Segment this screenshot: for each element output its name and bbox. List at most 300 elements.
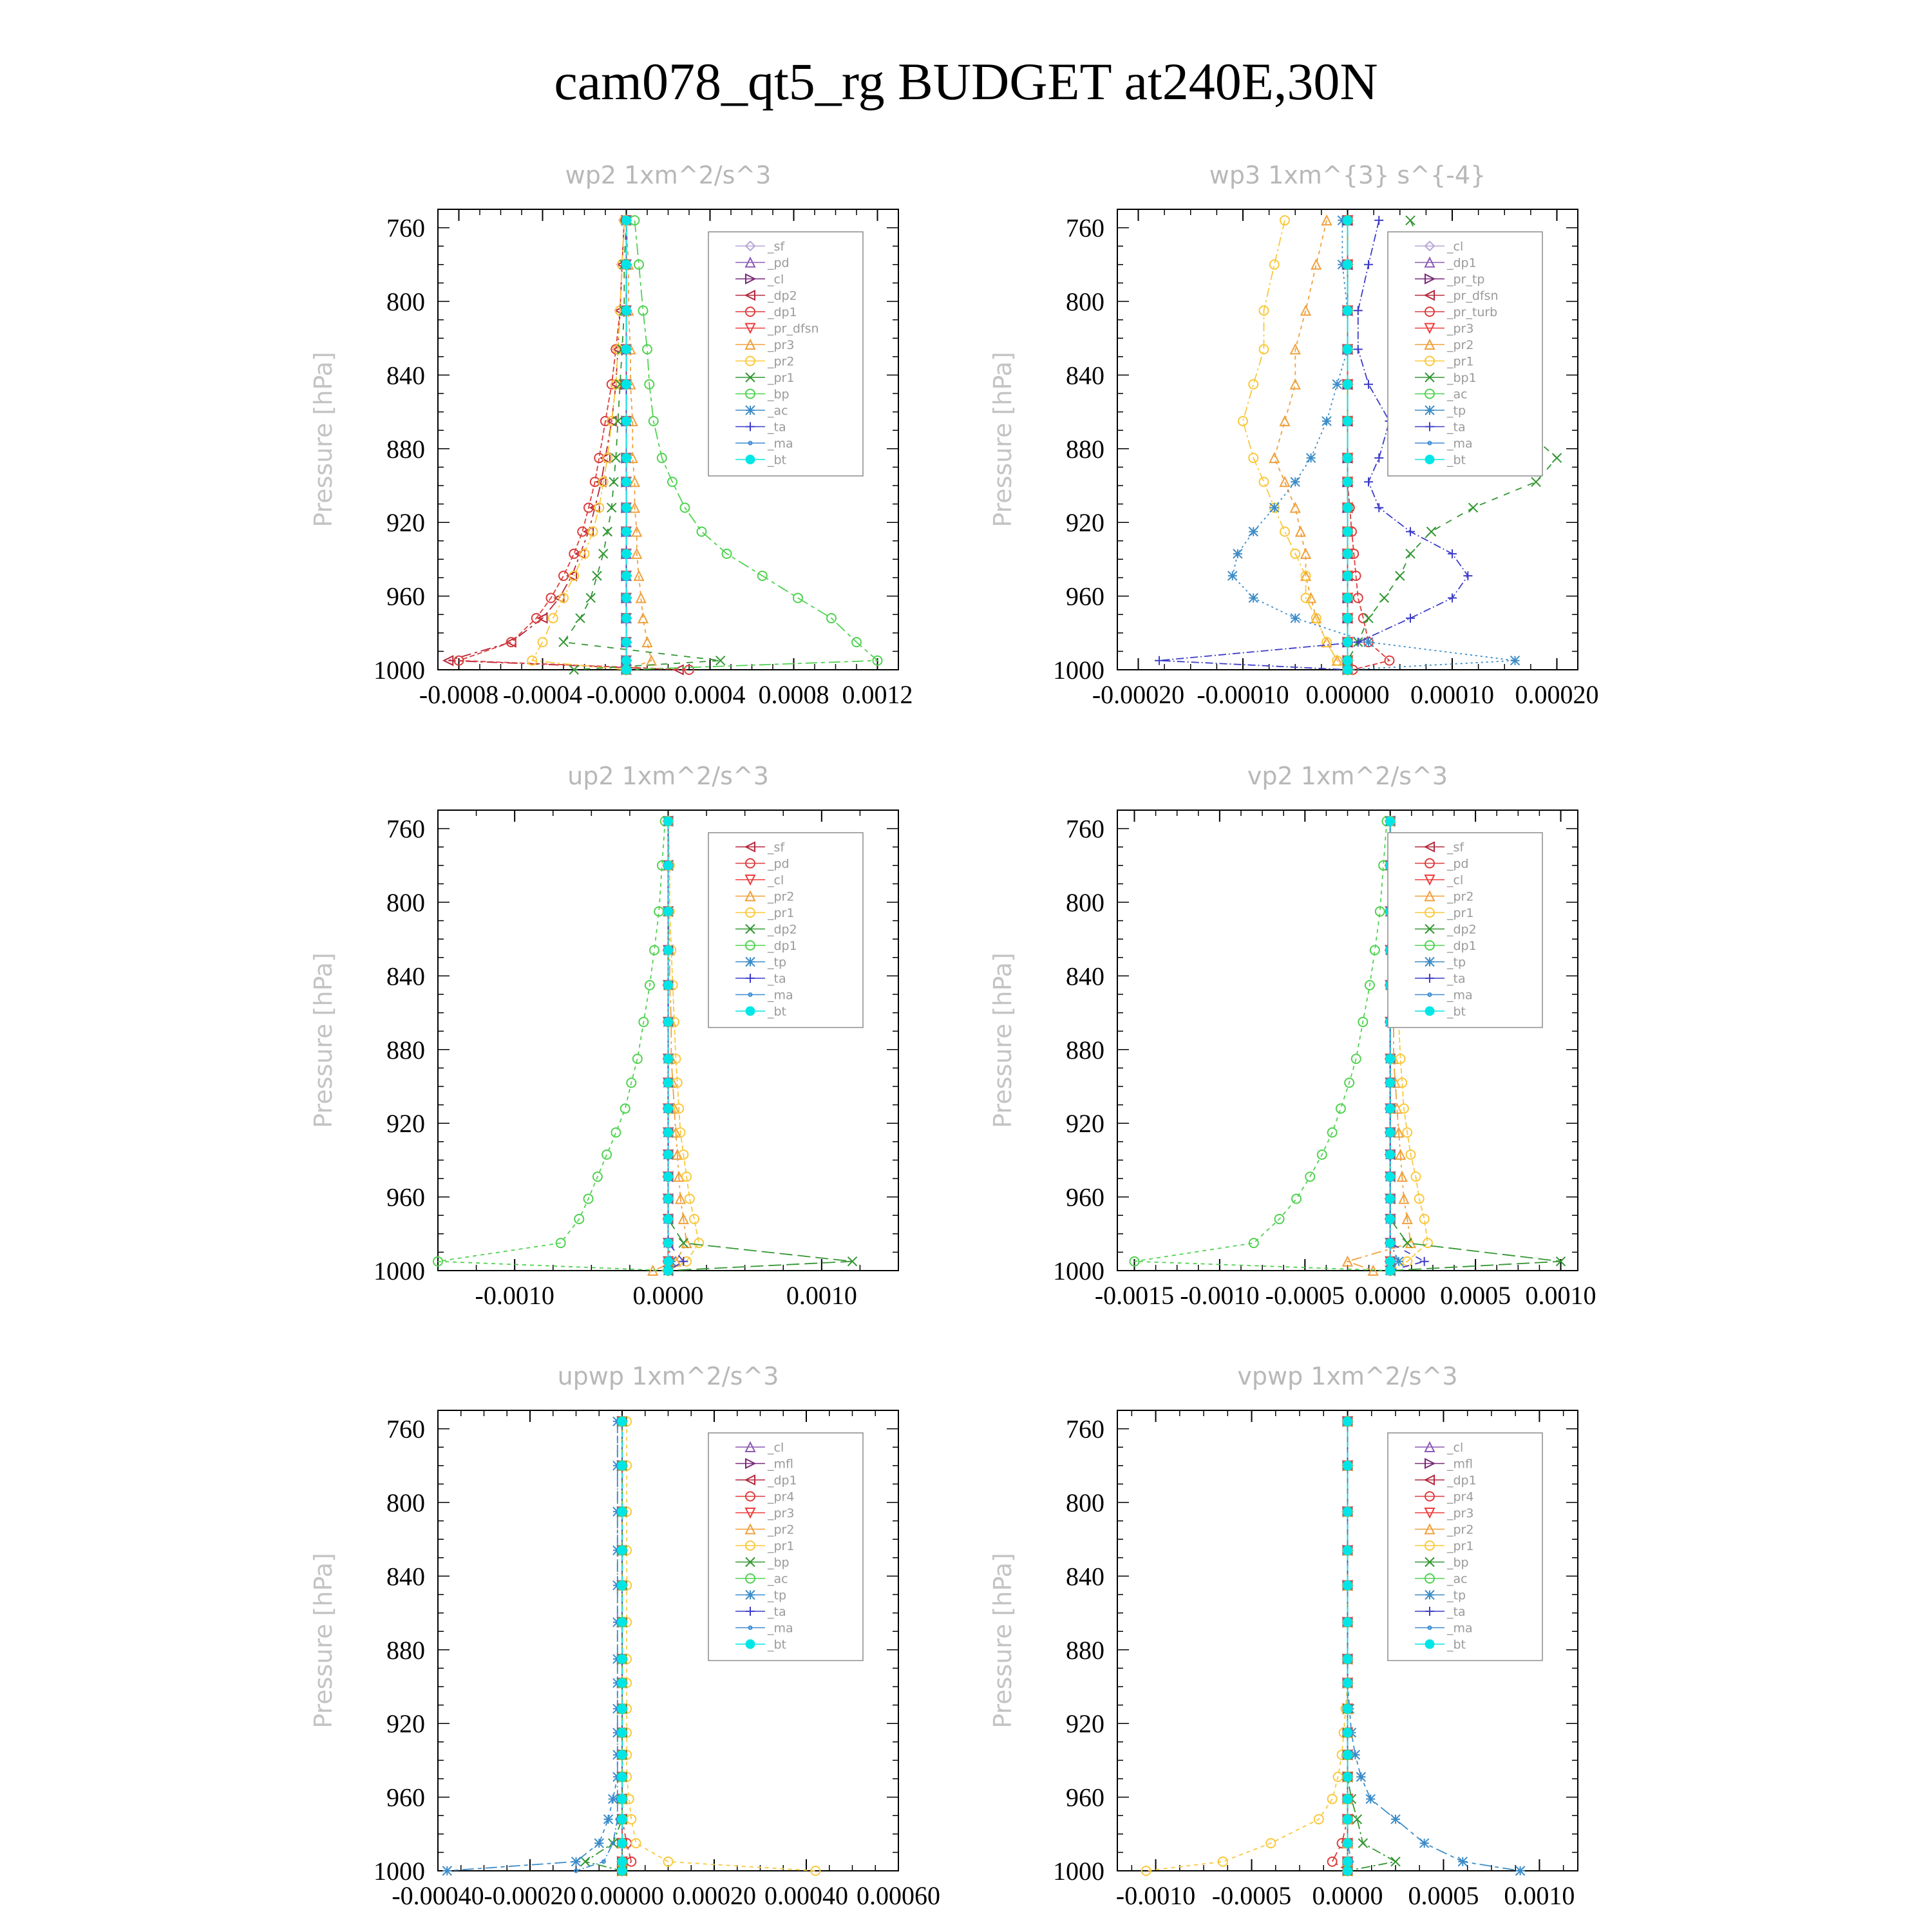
data-point <box>622 593 631 602</box>
x-tick-label: -0.0010 <box>475 1281 554 1310</box>
legend-label: _dp2 <box>1447 922 1477 937</box>
data-point <box>622 527 631 536</box>
x-tick-label: -0.0015 <box>1094 1281 1175 1310</box>
data-point <box>1296 527 1305 536</box>
legend-label: _pr1 <box>768 906 795 920</box>
chart-title: vpwp 1xm^2/s^3 <box>1237 1362 1458 1390</box>
data-point <box>1386 1150 1395 1159</box>
data-point <box>1343 1546 1352 1555</box>
legend-label: _ma <box>1447 437 1473 451</box>
legend-label: _ta <box>768 1605 786 1619</box>
legend-label: _pr2 <box>768 1522 795 1537</box>
data-point <box>1155 656 1164 665</box>
x-tick-label: 0.00000 <box>1305 680 1390 709</box>
y-axis-label: Pressure [hPa] <box>309 1553 337 1728</box>
data-point <box>1396 571 1405 580</box>
data-point <box>1343 477 1352 486</box>
legend-label: _bt <box>1447 1005 1466 1019</box>
data-point <box>576 614 585 623</box>
x-tick-label: -0.0010 <box>1115 1881 1196 1910</box>
data-point <box>622 638 631 647</box>
legend-marker <box>1425 958 1434 967</box>
data-point <box>1343 571 1352 580</box>
data-point <box>1420 1839 1429 1848</box>
data-point <box>1307 453 1316 462</box>
data-point <box>1364 614 1373 623</box>
chart-panel <box>989 762 1596 1310</box>
data-point <box>1249 380 1258 389</box>
chart-panel <box>989 161 1599 709</box>
x-tick-label: -0.0005 <box>1211 1881 1292 1910</box>
legend-marker <box>746 958 755 967</box>
x-tick-label: -0.00040 <box>392 1881 484 1910</box>
data-point <box>618 1507 627 1516</box>
legend-label: _cl <box>1447 873 1464 887</box>
data-point <box>1238 417 1247 426</box>
legend-label: _bt <box>1447 453 1466 468</box>
legend-label: _pd <box>768 256 790 270</box>
data-point <box>664 1215 673 1224</box>
data-point <box>1291 614 1300 623</box>
chart-title: wp3 1xm^{3} s^{-4} <box>1209 161 1486 189</box>
data-point <box>1322 216 1331 225</box>
data-point <box>618 1581 627 1590</box>
data-point <box>622 656 631 665</box>
series-line <box>438 821 668 1271</box>
legend-label: _ma <box>768 1621 793 1636</box>
data-point <box>618 1866 627 1875</box>
legend-label: _bp1 <box>1447 371 1477 385</box>
x-tick-label: -0.0004 <box>502 680 583 709</box>
y-tick-label: 760 <box>1066 213 1104 243</box>
legend-marker <box>1425 1007 1434 1016</box>
y-tick-label: 960 <box>1066 1182 1104 1212</box>
data-point <box>1374 453 1383 462</box>
data-point <box>1343 593 1352 602</box>
data-point <box>1511 656 1520 665</box>
data-point <box>618 1839 627 1848</box>
legend-label: _ta <box>1447 972 1466 986</box>
legend-label: _cl <box>768 873 784 887</box>
legend-label: _cl <box>768 272 784 287</box>
data-point <box>664 981 673 990</box>
y-tick-label: 800 <box>1066 287 1104 316</box>
data-point <box>1386 817 1395 826</box>
data-point <box>1302 306 1311 315</box>
data-point <box>594 1839 603 1848</box>
data-point <box>664 1104 673 1113</box>
series-line <box>447 1421 618 1871</box>
data-point <box>1270 260 1279 269</box>
data-point <box>622 306 631 315</box>
x-tick-label: 0.00020 <box>1515 680 1599 709</box>
data-point <box>1249 527 1258 536</box>
data-point <box>559 638 568 647</box>
data-point <box>1292 1194 1301 1203</box>
data-point <box>1343 306 1352 315</box>
x-tick-label: 0.0010 <box>786 1281 857 1310</box>
y-tick-label: 1000 <box>1053 1256 1104 1285</box>
y-tick-label: 840 <box>386 361 425 390</box>
data-point <box>618 1857 627 1866</box>
legend-label: _pr1 <box>1447 1539 1474 1553</box>
y-tick-label: 880 <box>1066 1035 1104 1065</box>
legend-label: _pr2 <box>1447 1522 1474 1537</box>
data-point <box>664 1257 673 1266</box>
data-point <box>1343 549 1352 558</box>
y-tick-label: 760 <box>386 213 425 243</box>
legend-label: _ta <box>768 420 786 435</box>
legend-label: _tp <box>1447 955 1466 970</box>
data-point <box>572 1857 581 1866</box>
data-point <box>1354 306 1363 315</box>
y-tick-label: 920 <box>386 1109 425 1139</box>
legend-label: _pr_dfsn <box>1447 289 1499 303</box>
data-point <box>1280 527 1289 536</box>
legend-label: _pr2 <box>768 354 795 369</box>
data-point <box>1343 345 1352 354</box>
data-point <box>1364 477 1373 486</box>
data-point <box>1364 380 1373 389</box>
y-tick-label: 880 <box>1066 434 1104 464</box>
series-line <box>576 1421 618 1871</box>
y-tick-label: 1000 <box>374 1256 425 1285</box>
legend-marker <box>1425 455 1434 464</box>
legend-label: _ma <box>768 988 793 1003</box>
data-point <box>1343 1815 1352 1824</box>
legend-label: _bp <box>1447 1555 1469 1570</box>
data-point <box>1343 1750 1352 1759</box>
data-point <box>1343 1794 1352 1803</box>
data-point <box>1343 380 1352 389</box>
legend-label: _tp <box>768 1588 787 1603</box>
x-tick-label: -0.0000 <box>586 680 667 709</box>
y-axis-label: Pressure [hPa] <box>309 352 337 527</box>
legend-label: _dp2 <box>768 922 797 937</box>
data-point <box>664 1054 673 1063</box>
data-point <box>618 1461 627 1470</box>
y-tick-label: 1000 <box>374 656 425 685</box>
y-tick-label: 1000 <box>1053 1857 1104 1886</box>
legend-label: _ta <box>768 972 786 986</box>
x-tick-label: 0.0000 <box>1354 1281 1426 1310</box>
chart-panel <box>309 161 913 709</box>
data-point <box>664 861 673 870</box>
legend-label: _bt <box>1447 1638 1466 1652</box>
data-point <box>664 1150 673 1159</box>
y-tick-label: 800 <box>386 1488 425 1517</box>
data-point <box>1291 503 1300 512</box>
x-tick-label: -0.0008 <box>419 680 499 709</box>
data-point <box>1406 527 1415 536</box>
chart-title: wp2 1xm^2/s^3 <box>565 161 772 189</box>
y-axis-label: Pressure [hPa] <box>309 952 337 1128</box>
data-point <box>622 571 631 580</box>
x-tick-label: 0.0000 <box>632 1281 704 1310</box>
data-point <box>618 1794 627 1803</box>
x-tick-label: 0.0012 <box>842 680 913 709</box>
data-point <box>1386 1194 1395 1203</box>
legend-marker <box>1425 406 1434 415</box>
data-point <box>1463 571 1472 580</box>
data-point <box>1343 260 1352 269</box>
legend-label: _dp1 <box>768 939 797 953</box>
legend-label: _pr4 <box>1447 1490 1474 1504</box>
series-line <box>1243 220 1348 670</box>
x-tick-label: 0.00000 <box>580 1881 664 1910</box>
data-point <box>1386 1238 1395 1247</box>
data-point <box>1343 1839 1352 1848</box>
data-point <box>664 1018 673 1027</box>
legend-label: _ma <box>1447 988 1473 1003</box>
data-point <box>1343 216 1352 225</box>
chart-panel <box>309 762 898 1310</box>
legend-label: _tp <box>768 955 787 970</box>
data-point <box>1343 656 1352 665</box>
chart-panel <box>309 1362 940 1910</box>
data-point <box>639 614 648 623</box>
x-tick-label: 0.0005 <box>1408 1881 1479 1910</box>
legend-label: _cl <box>1447 1441 1464 1455</box>
data-point <box>1343 1866 1352 1875</box>
y-tick-label: 800 <box>386 888 425 917</box>
y-tick-label: 920 <box>386 508 425 538</box>
y-tick-label: 760 <box>1066 1414 1104 1444</box>
y-tick-label: 960 <box>386 1783 425 1812</box>
y-axis-label: Pressure [hPa] <box>989 352 1017 527</box>
data-point <box>1270 503 1279 512</box>
data-point <box>1343 503 1352 512</box>
legend-label: _cl <box>768 1441 784 1455</box>
y-tick-label: 920 <box>1066 1709 1104 1739</box>
data-point <box>1374 216 1383 225</box>
y-tick-label: 840 <box>1066 1562 1104 1591</box>
data-point <box>1386 1172 1395 1181</box>
data-point <box>1448 549 1457 558</box>
legend-label: _pr3 <box>1447 321 1474 336</box>
legend-label: _pr2 <box>768 889 795 904</box>
data-point <box>1469 503 1478 512</box>
data-point <box>621 1104 630 1113</box>
data-point <box>1291 477 1300 486</box>
chart-title: vp2 1xm^2/s^3 <box>1247 762 1448 790</box>
data-point <box>622 453 631 462</box>
data-point <box>1312 260 1321 269</box>
data-point <box>1374 503 1383 512</box>
legend-label: _pr1 <box>768 371 795 385</box>
data-point <box>1391 1857 1400 1866</box>
legend-label: _ma <box>1447 1621 1473 1636</box>
legend-label: _mfl <box>768 1457 793 1472</box>
data-point <box>679 1238 688 1247</box>
data-point <box>633 1054 642 1063</box>
data-point <box>1391 1815 1400 1824</box>
x-tick-label: -0.00010 <box>1197 680 1289 709</box>
data-point <box>1386 1128 1395 1137</box>
y-tick-label: 800 <box>386 287 425 316</box>
data-point <box>618 1750 627 1759</box>
data-point <box>1332 380 1341 389</box>
data-point <box>664 1266 673 1275</box>
legend-label: _pr3 <box>768 338 795 352</box>
data-point <box>1343 638 1352 647</box>
y-tick-label: 840 <box>1066 361 1104 390</box>
legend-label: _dp1 <box>1447 256 1477 270</box>
legend-marker <box>746 406 755 415</box>
data-point <box>618 1678 627 1687</box>
legend-label: _pr_turb <box>1447 305 1498 319</box>
x-tick-label: 0.00020 <box>672 1881 756 1910</box>
legend-marker <box>1425 1591 1434 1600</box>
data-point <box>697 527 706 536</box>
x-tick-label: -0.0005 <box>1265 1281 1345 1310</box>
y-tick-label: 960 <box>386 1182 425 1212</box>
data-point <box>618 1654 627 1663</box>
legend-label: _bt <box>768 453 787 468</box>
data-point <box>664 1172 673 1181</box>
y-tick-label: 800 <box>1066 1488 1104 1517</box>
data-point <box>664 1194 673 1203</box>
y-tick-label: 840 <box>386 961 425 991</box>
legend-label: _tp <box>1447 404 1466 418</box>
data-point <box>1406 549 1415 558</box>
legend-label: _ta <box>1447 1605 1466 1619</box>
data-point <box>1386 1215 1395 1224</box>
data-point <box>622 614 631 623</box>
legend-label: _dp1 <box>768 305 797 319</box>
data-point <box>1343 1581 1352 1590</box>
y-tick-label: 1000 <box>374 1857 425 1886</box>
data-point <box>1394 1257 1403 1266</box>
y-tick-label: 960 <box>1066 1783 1104 1812</box>
data-point <box>664 907 673 916</box>
data-point <box>1356 1772 1365 1781</box>
x-tick-label: -0.00020 <box>484 1881 576 1910</box>
data-point <box>1458 1857 1467 1866</box>
data-point <box>1531 477 1540 486</box>
data-point <box>622 549 631 558</box>
series-line <box>532 220 626 670</box>
chart-title: up2 1xm^2/s^3 <box>567 762 769 790</box>
y-tick-label: 840 <box>1066 961 1104 991</box>
data-point <box>1328 1857 1337 1866</box>
data-point <box>1553 453 1562 462</box>
y-tick-label: 760 <box>1066 814 1104 844</box>
data-point <box>1406 216 1415 225</box>
legend-label: _cl <box>1447 240 1464 254</box>
y-tick-label: 840 <box>386 1562 425 1591</box>
series-line <box>1135 821 1390 1271</box>
legend-label: _bp <box>768 387 790 402</box>
data-point <box>1343 453 1352 462</box>
y-tick-label: 880 <box>1066 1635 1104 1665</box>
data-point <box>618 1546 627 1555</box>
y-tick-label: 960 <box>386 582 425 611</box>
legend-label: _ac <box>768 404 788 418</box>
data-point <box>1233 549 1242 558</box>
legend-label: _mfl <box>1447 1457 1473 1472</box>
data-point <box>622 417 631 426</box>
data-point <box>1343 1678 1352 1687</box>
data-point <box>622 345 631 354</box>
data-point <box>1343 1704 1352 1713</box>
data-point <box>1343 665 1352 674</box>
legend-label: _bt <box>768 1638 787 1652</box>
chart-title: upwp 1xm^2/s^3 <box>557 1362 779 1390</box>
series-line <box>1146 1421 1348 1871</box>
legend-label: _bp <box>768 1555 790 1570</box>
legend-label: _dp1 <box>1447 1473 1477 1488</box>
legend-label: _dp1 <box>768 1473 797 1488</box>
data-point <box>1343 1772 1352 1781</box>
data-point <box>1343 1654 1352 1663</box>
data-point <box>1427 527 1436 536</box>
series-line <box>1348 220 1390 670</box>
data-point <box>1343 417 1352 426</box>
data-point <box>1249 593 1258 602</box>
data-point <box>622 380 631 389</box>
data-point <box>1343 527 1352 536</box>
data-point <box>1228 571 1237 580</box>
data-point <box>599 549 608 558</box>
y-tick-label: 760 <box>386 1414 425 1444</box>
data-point <box>1343 614 1352 623</box>
legend-label: _pr3 <box>768 1506 795 1520</box>
data-point <box>622 477 631 486</box>
data-point <box>1280 417 1289 426</box>
data-point <box>1336 1104 1345 1113</box>
legend-label: _sf <box>768 840 785 855</box>
y-tick-label: 920 <box>1066 1109 1104 1139</box>
data-point <box>1516 1866 1525 1875</box>
x-tick-label: 0.0004 <box>674 680 746 709</box>
legend-label: _sf <box>768 240 785 254</box>
y-tick-label: 880 <box>386 1635 425 1665</box>
x-tick-label: -0.0010 <box>1180 1281 1260 1310</box>
y-tick-label: 880 <box>386 434 425 464</box>
data-point <box>1364 260 1373 269</box>
data-point <box>1386 1054 1395 1063</box>
data-point <box>1260 477 1269 486</box>
data-point <box>622 665 631 674</box>
data-point <box>1343 1417 1352 1426</box>
legend-label: _pr2 <box>1447 889 1474 904</box>
legend-label: _pr1 <box>1447 906 1474 920</box>
legend-label: _pr4 <box>768 1490 795 1504</box>
data-point <box>1379 593 1388 602</box>
data-point <box>664 945 673 954</box>
x-tick-label: 0.0000 <box>1312 1881 1383 1910</box>
data-point <box>618 1704 627 1713</box>
data-point <box>1358 1839 1367 1848</box>
data-point <box>611 1128 620 1137</box>
data-point <box>1343 1618 1352 1627</box>
legend-label: _pr2 <box>1447 338 1474 352</box>
legend-label: _pr_tp <box>1447 272 1485 287</box>
page-title: cam078_qt5_rg BUDGET at240E,30N <box>554 52 1378 111</box>
x-tick-label: 0.00060 <box>857 1881 940 1910</box>
legend-label: _bt <box>768 1005 787 1019</box>
legend-label: _ac <box>1447 1572 1468 1586</box>
legend-marker <box>746 1007 755 1016</box>
y-axis-label: Pressure [hPa] <box>989 1553 1017 1728</box>
legend-label: _pd <box>768 857 790 871</box>
legend-label: _pd <box>1447 857 1469 871</box>
data-point <box>1386 1078 1395 1087</box>
x-tick-label: 0.0008 <box>758 680 829 709</box>
legend-label: _pr_dfsn <box>768 321 819 336</box>
legend-label: _ta <box>1447 420 1466 435</box>
